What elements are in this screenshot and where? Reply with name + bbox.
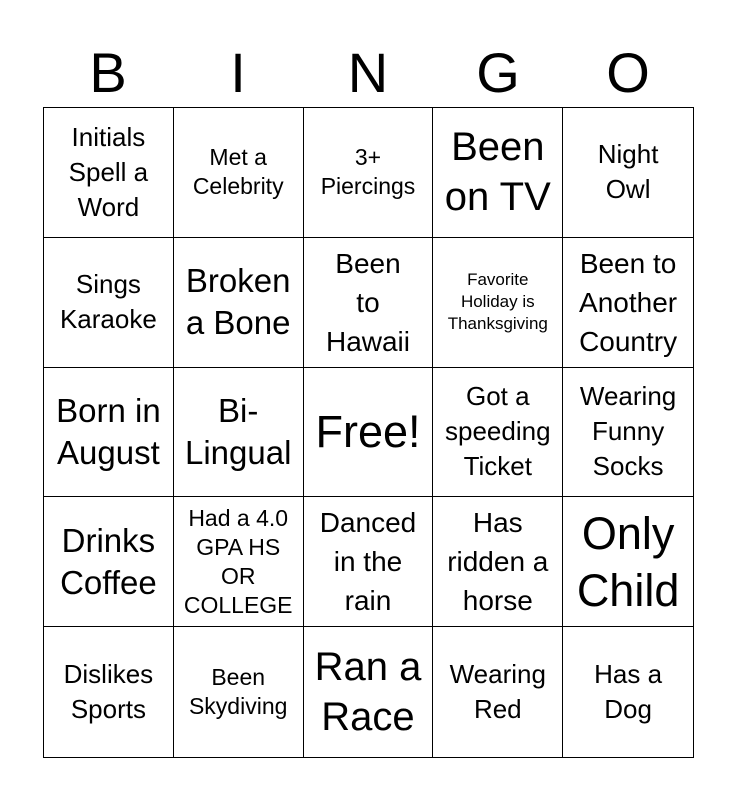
bingo-cell[interactable] xyxy=(304,238,434,368)
header-letter-g: G xyxy=(476,41,520,104)
cell-label: Sings Karaoke xyxy=(59,269,157,335)
header-letter-o: O xyxy=(606,41,650,104)
cell-label: Only Child xyxy=(576,507,680,616)
cell-label: Has ridden a horse xyxy=(447,507,549,617)
bingo-cell[interactable] xyxy=(433,108,563,238)
cell-label: Wearing Red xyxy=(449,659,546,725)
bingo-cell[interactable] xyxy=(563,238,693,368)
bingo-cell[interactable] xyxy=(304,627,434,757)
cell-label: 3+ Piercings xyxy=(320,144,416,200)
header-letter-b: B xyxy=(89,41,127,104)
bingo-cell[interactable] xyxy=(174,627,304,757)
cell-label: Been Skydiving xyxy=(188,664,288,720)
cell-label: Drinks Coffee xyxy=(60,521,157,601)
bingo-cell[interactable] xyxy=(563,627,693,757)
cell-label: Been to Another Country xyxy=(579,247,678,357)
bingo-cell[interactable] xyxy=(44,497,174,627)
bingo-cell[interactable] xyxy=(174,368,304,498)
cell-label: Got a speeding Ticket xyxy=(445,381,551,482)
cell-label: Dislikes Sports xyxy=(63,659,154,725)
header-letter-i: I xyxy=(230,41,246,104)
bingo-cell[interactable] xyxy=(433,368,563,498)
cell-label: Danced in the rain xyxy=(319,507,417,617)
free-space-cell[interactable] xyxy=(304,368,434,498)
bingo-cell[interactable] xyxy=(433,497,563,627)
cell-label: Initials Spell a Word xyxy=(68,121,149,222)
bingo-header xyxy=(43,40,693,106)
cell-label: Bi- Lingual xyxy=(184,391,292,471)
bingo-cell[interactable] xyxy=(304,108,434,238)
bingo-cell[interactable] xyxy=(44,627,174,757)
bingo-cell[interactable] xyxy=(44,108,174,238)
bingo-cell[interactable] xyxy=(563,368,693,498)
header-letter-n: N xyxy=(347,41,389,104)
cell-label: Broken a Bone xyxy=(185,262,291,342)
cell-label: Been to Hawaii xyxy=(325,247,410,357)
bingo-cell[interactable] xyxy=(174,108,304,238)
cell-label: Met a Celebrity xyxy=(192,144,284,200)
bingo-cell[interactable] xyxy=(563,108,693,238)
bingo-cell[interactable] xyxy=(174,238,304,368)
cell-label: Ran a Race xyxy=(314,645,422,740)
cell-label: Night Owl xyxy=(597,139,659,205)
bingo-cell[interactable] xyxy=(174,497,304,627)
cell-label: Born in August xyxy=(56,391,161,471)
cell-label: Been on TV xyxy=(444,125,551,220)
free-space-label: Free! xyxy=(315,406,421,458)
bingo-cell[interactable] xyxy=(433,627,563,757)
bingo-cell[interactable] xyxy=(563,497,693,627)
bingo-cell[interactable] xyxy=(433,238,563,368)
bingo-cell[interactable] xyxy=(44,238,174,368)
cell-label: Has a Dog xyxy=(594,659,663,725)
bingo-cell[interactable] xyxy=(304,497,434,627)
cell-label: Had a 4.0 GPA HS OR COLLEGE xyxy=(183,504,293,618)
cell-label: Favorite Holiday is Thanksgiving xyxy=(447,270,548,334)
bingo-card-grid xyxy=(43,107,694,758)
bingo-cell[interactable] xyxy=(44,368,174,498)
cell-label: Wearing Funny Socks xyxy=(579,381,677,482)
